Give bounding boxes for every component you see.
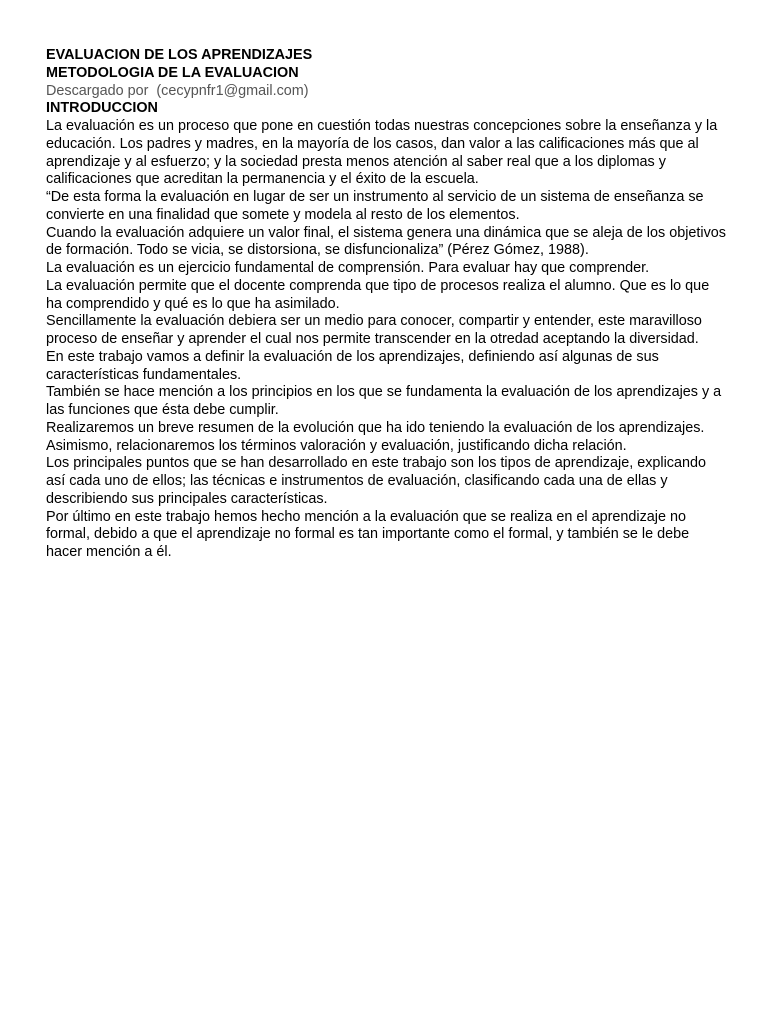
paragraph: Cuando la evaluación adquiere un valor final, el sistema genera una dinámica que se aleja de los objetivos de formación. Todo se vicia, se distorsiona, se disfuncionaliza” (Pérez Gómez, 1988).	[46, 224, 726, 259]
paragraph: También se hace mención a los principios en los que se fundamenta la evaluación de los aprendizajes y a las funciones que ésta debe cumplir.	[46, 384, 722, 418]
paragraph: “De esta forma la evaluación en lugar de ser un instrumento al servicio de un sistema de enseñanza se convierte en una finalidad que somete y modela al resto de los elementos.	[46, 189, 704, 223]
paragraph: La evaluación es un ejercicio fundamental de comprensión. Para evaluar hay que comprender.	[46, 260, 650, 276]
paragraph: Los principales puntos que se han desarrollado en este trabajo son los tipos de aprendizaje, explicando así cada uno de ellos; las técnicas e instrumentos de evaluación, clasificando cada una de ellas y describiendo sus principales características.	[46, 455, 707, 507]
paragraph: La evaluación es un proceso que pone en cuestión todas nuestras concepciones sobre la enseñanza y la educación. Los padres y madres, en la mayoría de los casos, dan valor a las calificaciones más que al aprendizaje y al esfuerzo; y la sociedad presta menos atención al saber real que a los diplomas y calificaciones que acreditan la permanencia y el éxito de la escuela.	[46, 118, 718, 188]
downloaded-by-note: Descargado por (cecypnfr1@gmail.com)	[46, 82, 309, 99]
paragraph: Por último en este trabajo hemos hecho mención a la evaluación que se realiza en el aprendizaje no formal, debido a que el aprendizaje no formal es tan importante como el formal, y también se le debe hacer mención a él.	[46, 508, 690, 560]
paragraph: La evaluación permite que el docente comprenda que tipo de procesos realiza el alumno. Que es lo que ha comprendido y qué es lo que ha asimilado.	[46, 277, 710, 312]
section-heading: INTRODUCCION	[46, 100, 158, 117]
paragraph: Asimismo, relacionaremos los términos valoración y evaluación, justificando dicha relación.	[46, 437, 627, 454]
paragraph: Sencillamente la evaluación debiera ser un medio para conocer, compartir y entender, este maravilloso proceso de enseñar y aprender el cual nos permite transcender en la otredad aceptando la diversidad.	[46, 313, 702, 347]
document-page	[46, 47, 726, 562]
paragraph: Realizaremos un breve resumen de la evolución que ha ido teniendo la evaluación de los aprendizajes.	[46, 419, 705, 436]
document-title-line-1: EVALUACION DE LOS APRENDIZAJES	[46, 47, 313, 63]
paragraph: En este trabajo vamos a definir la evaluación de los aprendizajes, definiendo así algunas de sus características fundamentales.	[46, 348, 659, 383]
document-title-line-2: METODOLOGIA DE LA EVALUACION	[46, 64, 299, 81]
